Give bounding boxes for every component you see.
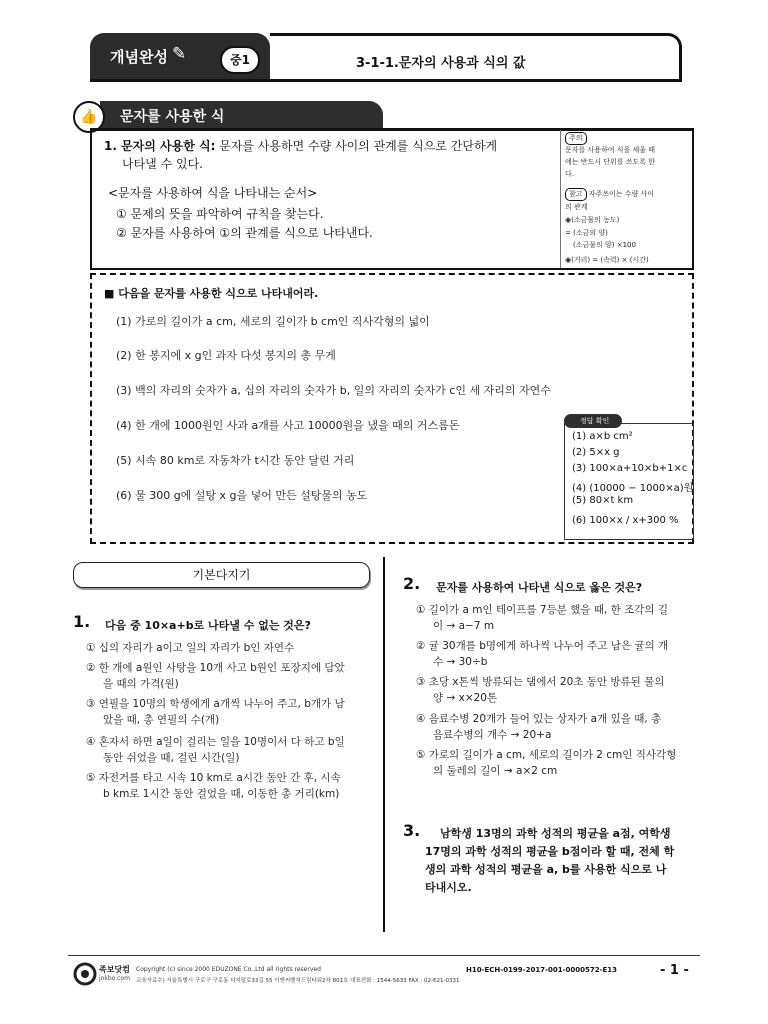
definition-label: 1. 문자의 사용한 식: xyxy=(104,139,216,153)
footer-code: H10-ECH-0199-2017-001-0000572-E13 xyxy=(466,966,618,974)
step-2: ② 문자를 사용하여 ①의 관계를 식으로 나타낸다. xyxy=(116,226,373,240)
header-corner xyxy=(660,33,682,82)
footer-brand: 족보닷컴 xyxy=(99,965,130,974)
exercise-item-2: (2) 한 봉지에 x g인 과자 다섯 봉지의 총 무게 xyxy=(116,349,336,362)
q1-option-5-cont: b km로 1시간 동안 걸었을 때, 이동한 총 거리(km) xyxy=(103,788,340,800)
caution-line-1: 문자를 사용하여 식을 세울 때 xyxy=(565,146,656,154)
q2-option-1-cont: 이 → a−7 m xyxy=(433,620,495,632)
exercise-title: ■ 다음을 문자를 사용한 식으로 나타내어라. xyxy=(104,287,319,300)
q2-option-5-cont: 의 둘레의 길이 → a×2 cm xyxy=(433,765,558,777)
reference-line-3: ◉(소금물의 농도) xyxy=(565,216,620,224)
caution-tag: 주의 xyxy=(565,132,587,145)
exercise-item-3: (3) 백의 자리의 숫자가 a, 십의 자리의 숫자가 b, 일의 자리의 숫자가 c인 세 자리의 자연수 xyxy=(116,384,551,397)
q1-option-3: ③ 연필을 10명의 학생에게 a개씩 나누어 주고, b개가 남 xyxy=(86,698,345,710)
q1-option-1: ① 십의 자리가 a이고 일의 자리가 b인 자연수 xyxy=(86,642,295,654)
q2-option-4-cont: 음료수병의 개수 → 20+a xyxy=(433,729,552,741)
header-title: 개념완성 xyxy=(110,48,168,66)
q2-option-4: ④ 음료수병 20개가 들어 있는 상자가 a개 있을 때, 총 xyxy=(416,713,662,725)
grade-badge: 중1 xyxy=(220,46,260,74)
exercise-item-4: (4) 한 개에 1000원인 사과 a개를 사고 10000원을 냈을 때의 거스름돈 xyxy=(116,419,460,432)
answer-tag: 정답 확인 xyxy=(564,414,622,428)
column-divider xyxy=(383,557,385,932)
section-title: 문자를 사용한 식 xyxy=(120,109,225,125)
page-number: - 1 - xyxy=(660,963,689,978)
reference-line-5: (소금물의 양) ×100 xyxy=(573,241,636,249)
footer-address: 교육자료수) 서울특별시 구로구 구로동 디지털로33길 55 이앤씨벤처드림타워2차 801호 대표전화 : 1544-5633 FAX : 02-621-0331 xyxy=(136,978,460,984)
exercise-item-6: (6) 물 300 g에 설탕 x g을 넣어 만든 설탕물의 농도 xyxy=(116,489,368,502)
reference-line-2: 의 관계 xyxy=(565,203,588,211)
exercise-item-5: (5) 시속 80 km로 자동차가 t시간 동안 달린 거리 xyxy=(116,454,355,467)
q1-option-4: ④ 혼자서 하면 a일이 걸리는 일을 10명이서 다 하고 b일 xyxy=(86,736,345,748)
q1-option-4-cont: 동안 쉬었을 때, 걸린 시간(일) xyxy=(103,752,240,764)
concept-definition xyxy=(104,139,497,153)
order-title: <문자를 사용하여 식을 나타내는 순서> xyxy=(108,186,318,200)
header-top-rule xyxy=(270,33,662,36)
answer-1: (1) a×b cm² xyxy=(572,431,633,442)
step-1: ① 문제의 뜻을 파악하여 규칙을 찾는다. xyxy=(116,207,324,221)
answer-4: (4) (10000 − 1000×a)원 xyxy=(572,483,694,494)
basic-section-tab: 기본다지기 xyxy=(73,562,370,588)
caution-line-2: 에는 반드시 단위를 쓰도록 한 xyxy=(565,158,656,166)
question-3-line-3: 생의 과학 성적의 평균을 a, b를 사용한 식으로 나 xyxy=(425,863,667,876)
footer-copyright: Copyright (c) since 2000 EDUZONE Co.,Ltd all rights reserved xyxy=(136,966,321,973)
question-3-line-1: 남학생 13명의 과학 성적의 평균을 a점, 여학생 xyxy=(440,827,671,840)
question-2-number: 2. xyxy=(403,574,421,593)
question-3-line-4: 타내시오. xyxy=(425,881,472,894)
q2-option-3-cont: 양 → x×20톤 xyxy=(433,692,498,704)
definition-text-cont: 나타낼 수 있다. xyxy=(122,157,203,171)
footer-brand-sub: jokbo.com xyxy=(99,975,130,982)
q1-option-2-cont: 을 때의 가격(원) xyxy=(103,678,179,690)
caution-line-3: 다. xyxy=(565,170,574,178)
question-1-number: 1. xyxy=(73,612,91,631)
reference-line-4: = (소금의 양) xyxy=(565,229,608,237)
question-3-number: 3. xyxy=(403,821,421,840)
reference-line-6: ◉(거리) = (속력) × (시간) xyxy=(565,256,649,264)
question-3-line-2: 17명의 과학 성적의 평균을 b점이라 할 때, 전체 학 xyxy=(425,845,675,858)
footer-rule xyxy=(68,955,700,956)
header-rule xyxy=(90,79,682,82)
thumbs-up-icon: 👍 xyxy=(73,101,105,133)
q1-option-2: ② 한 개에 a원인 사탕을 10개 사고 b원인 포장지에 담았 xyxy=(86,662,345,674)
q1-option-5: ⑤ 자전거를 타고 시속 10 km로 a시간 동안 간 후, 시속 xyxy=(86,772,341,784)
page-subtitle: 3-1-1.문자의 사용과 식의 값 xyxy=(356,56,526,71)
reference-note: 참고 자주쓰이는 수량 사이 xyxy=(565,188,654,201)
question-1-text: 다음 중 10×a+b로 나타낼 수 없는 것은? xyxy=(105,619,311,632)
q2-option-3: ③ 초당 x톤씩 방류되는 댐에서 20초 동안 방류된 물의 xyxy=(416,676,665,688)
answer-6: (6) 100×x / x+300 % xyxy=(572,515,679,526)
q2-option-1: ① 길이가 a m인 테이프를 7등분 했을 때, 한 조각의 길 xyxy=(416,604,669,616)
q2-option-2-cont: 수 → 30÷b xyxy=(433,656,488,668)
question-2-text: 문자를 사용하여 나타낸 식으로 옳은 것은? xyxy=(436,581,643,594)
q2-option-5: ⑤ 가로의 길이가 a cm, 세로의 길이가 2 cm인 직사각형 xyxy=(416,749,677,761)
pencil-ruler-icon: ✎ xyxy=(172,44,187,64)
concept-divider xyxy=(560,130,561,268)
q2-option-2: ② 귤 30개를 b명에게 하나씩 나누어 주고 남은 귤의 개 xyxy=(416,640,669,652)
jokbo-logo-icon xyxy=(73,962,97,986)
exercise-item-1: (1) 가로의 길이가 a cm, 세로의 길이가 b cm인 직사각형의 넓이 xyxy=(116,315,430,328)
q1-option-3-cont: 았을 때, 총 연필의 수(개) xyxy=(103,714,220,726)
definition-text: 문자를 사용하면 수량 사이의 관계를 식으로 간단하게 xyxy=(219,139,498,153)
answer-5: (5) 80×t km xyxy=(572,495,634,506)
answer-2: (2) 5×x g xyxy=(572,447,620,458)
answer-3: (3) 100×a+10×b+1×c xyxy=(572,463,688,474)
